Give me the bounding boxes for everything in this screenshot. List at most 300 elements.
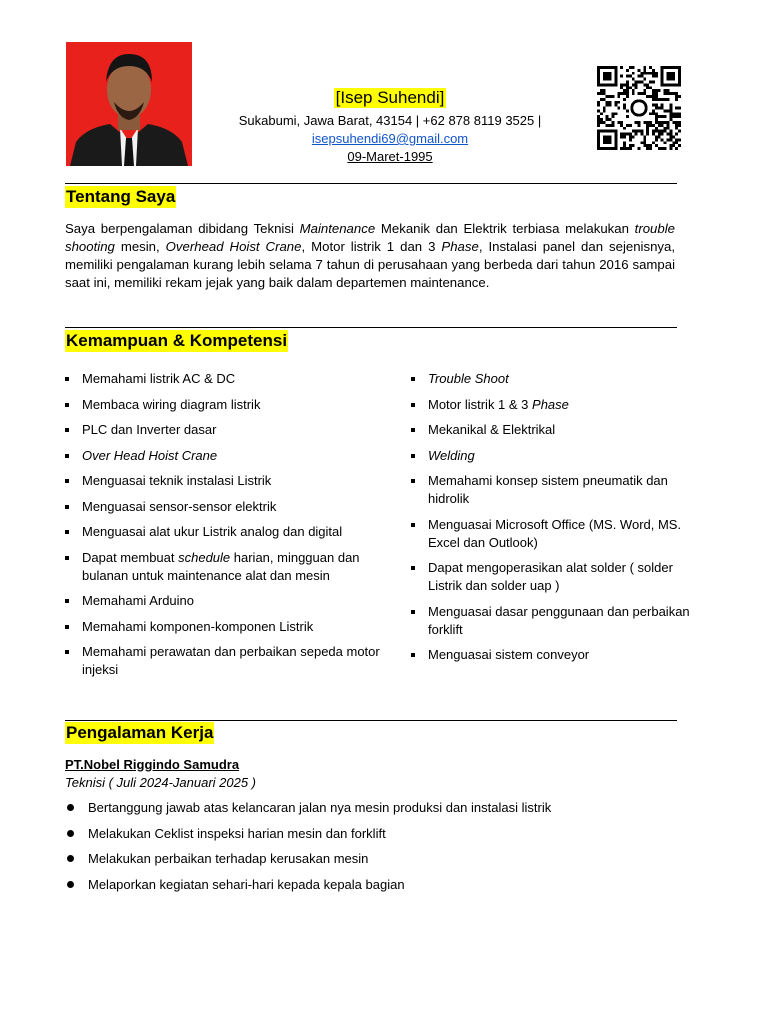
qr-module bbox=[606, 75, 609, 78]
qr-module bbox=[614, 66, 617, 69]
qr-module bbox=[611, 115, 614, 118]
list-item: Memahami komponen-komponen Listrik bbox=[65, 618, 395, 636]
qr-module bbox=[672, 144, 675, 147]
qr-module bbox=[597, 115, 600, 118]
qr-module bbox=[664, 130, 667, 133]
qr-module bbox=[606, 147, 609, 150]
qr-module bbox=[609, 66, 612, 69]
date-of-birth: 09-Maret-1995 bbox=[347, 149, 433, 164]
qr-module bbox=[600, 121, 603, 124]
about-title: Tentang Saya bbox=[66, 187, 176, 206]
qr-module bbox=[643, 141, 646, 144]
qr-module bbox=[626, 69, 629, 72]
qr-module bbox=[669, 130, 672, 133]
qr-module bbox=[597, 118, 600, 121]
qr-module bbox=[629, 144, 632, 147]
qr-module bbox=[626, 133, 629, 136]
qr-module bbox=[629, 86, 632, 89]
qr-module bbox=[655, 127, 658, 130]
qr-module bbox=[678, 112, 681, 115]
qr-module bbox=[678, 121, 681, 124]
qr-module bbox=[655, 138, 658, 141]
qr-module bbox=[669, 138, 672, 141]
list-item: Menguasai dasar penggunaan dan perbaikan forklift bbox=[411, 603, 691, 639]
qr-module bbox=[632, 72, 635, 75]
list-item: Motor listrik 1 & 3 Phase bbox=[411, 396, 691, 414]
qr-module bbox=[675, 115, 678, 118]
qr-module bbox=[603, 78, 606, 81]
list-item: Mekanikal & Elektrikal bbox=[411, 421, 691, 439]
qr-module bbox=[652, 104, 655, 107]
qr-module bbox=[640, 92, 643, 95]
qr-module bbox=[672, 115, 675, 118]
qr-module bbox=[643, 121, 646, 124]
qr-module bbox=[609, 138, 612, 141]
list-item: Memahami listrik AC & DC bbox=[65, 370, 395, 388]
qr-module bbox=[600, 92, 603, 95]
qr-module bbox=[606, 138, 609, 141]
qr-module bbox=[626, 92, 629, 95]
qr-module bbox=[672, 66, 675, 69]
qr-module bbox=[617, 92, 620, 95]
qr-module bbox=[664, 98, 667, 101]
qr-module bbox=[623, 127, 626, 130]
qr-module bbox=[597, 78, 600, 81]
qr-module bbox=[623, 144, 626, 147]
qr-module bbox=[667, 66, 670, 69]
qr-module bbox=[655, 75, 658, 78]
qr-module bbox=[667, 72, 670, 75]
qr-module bbox=[672, 72, 675, 75]
qr-module bbox=[597, 136, 600, 139]
qr-module bbox=[667, 89, 670, 92]
qr-module bbox=[672, 112, 675, 115]
qr-module bbox=[661, 104, 664, 107]
qr-module bbox=[632, 89, 635, 92]
qr-module bbox=[597, 130, 600, 133]
qr-module bbox=[655, 107, 658, 110]
qr-module bbox=[667, 92, 670, 95]
qr-module bbox=[626, 124, 629, 127]
qr-module bbox=[678, 95, 681, 98]
company-name: PT.Nobel Riggindo Samudra bbox=[65, 757, 240, 772]
qr-module bbox=[675, 66, 678, 69]
qr-module bbox=[678, 124, 681, 127]
qr-module bbox=[658, 121, 661, 124]
qr-module bbox=[678, 66, 681, 69]
qr-module bbox=[672, 83, 675, 86]
qr-module bbox=[606, 72, 609, 75]
list-item: Melaporkan kegiatan sehari-hari kepada kepala bagian bbox=[65, 876, 675, 902]
qr-module bbox=[638, 92, 641, 95]
qr-module bbox=[652, 130, 655, 133]
list-item: Dapat mengoperasikan alat solder ( solder Listrik dan solder uap ) bbox=[411, 559, 691, 595]
qr-module bbox=[661, 138, 664, 141]
qr-module bbox=[620, 124, 623, 127]
qr-module bbox=[675, 121, 678, 124]
qr-module bbox=[649, 86, 652, 89]
list-item: Bertanggung jawab atas kelancaran jalan nya mesin produksi dan instalasi listrik bbox=[65, 799, 675, 825]
duties-list bbox=[65, 799, 675, 901]
qr-module bbox=[667, 83, 670, 86]
qr-module bbox=[667, 121, 670, 124]
qr-module bbox=[606, 136, 609, 139]
qr-module bbox=[649, 144, 652, 147]
qr-module bbox=[667, 78, 670, 81]
qr-module bbox=[664, 89, 667, 92]
qr-module bbox=[643, 83, 646, 86]
qr-module bbox=[646, 127, 649, 130]
qr-module bbox=[652, 124, 655, 127]
qr-module bbox=[643, 144, 646, 147]
list-item: Memahami perawatan dan perbaikan sepeda motor injeksi bbox=[65, 643, 395, 679]
qr-module bbox=[640, 80, 643, 83]
qr-module bbox=[643, 89, 646, 92]
qr-module bbox=[638, 121, 641, 124]
qr-module bbox=[675, 138, 678, 141]
qr-module bbox=[652, 109, 655, 112]
list-item: Menguasai alat ukur Listrik analog dan digital bbox=[65, 523, 395, 541]
qr-module bbox=[603, 107, 606, 110]
qr-module bbox=[609, 141, 612, 144]
qr-module bbox=[664, 66, 667, 69]
qr-module bbox=[664, 147, 667, 150]
qr-module bbox=[609, 72, 612, 75]
list-item: Menguasai sensor-sensor elektrik bbox=[65, 498, 395, 516]
qr-module bbox=[664, 127, 667, 130]
qr-module bbox=[629, 147, 632, 150]
qr-module bbox=[640, 130, 643, 133]
list-item: Menguasai Microsoft Office (MS. Word, MS. Excel dan Outlook) bbox=[411, 516, 691, 552]
qr-module bbox=[623, 107, 626, 110]
qr-module bbox=[638, 75, 641, 78]
qr-module bbox=[632, 130, 635, 133]
qr-module bbox=[614, 147, 617, 150]
qr-module bbox=[603, 72, 606, 75]
qr-module bbox=[597, 72, 600, 75]
qr-module bbox=[626, 115, 629, 118]
qr-module bbox=[655, 104, 658, 107]
qr-module bbox=[614, 112, 617, 115]
qr-module bbox=[620, 92, 623, 95]
full-name: [Isep Suhendi] bbox=[335, 88, 445, 107]
qr-module bbox=[603, 138, 606, 141]
qr-module bbox=[649, 112, 652, 115]
qr-module bbox=[655, 72, 658, 75]
qr-module bbox=[675, 147, 678, 150]
qr-code-icon bbox=[597, 66, 681, 150]
skills-title: Kemampuan & Kompetensi bbox=[66, 331, 288, 350]
list-item: Menguasai teknik instalasi Listrik bbox=[65, 472, 395, 490]
qr-module bbox=[614, 138, 617, 141]
qr-module bbox=[649, 147, 652, 150]
qr-module bbox=[597, 104, 600, 107]
qr-module bbox=[611, 147, 614, 150]
qr-module bbox=[626, 147, 629, 150]
qr-module bbox=[675, 107, 678, 110]
qr-module bbox=[649, 121, 652, 124]
qr-module bbox=[597, 109, 600, 112]
qr-module bbox=[623, 133, 626, 136]
qr-module bbox=[655, 95, 658, 98]
qr-module bbox=[606, 95, 609, 98]
qr-module bbox=[652, 72, 655, 75]
qr-module bbox=[643, 138, 646, 141]
qr-module bbox=[678, 107, 681, 110]
qr-module bbox=[635, 86, 638, 89]
qr-module bbox=[667, 75, 670, 78]
qr-module bbox=[672, 75, 675, 78]
qr-module bbox=[664, 121, 667, 124]
qr-module bbox=[643, 72, 646, 75]
qr-module bbox=[629, 133, 632, 136]
qr-module bbox=[620, 136, 623, 139]
qr-module bbox=[632, 83, 635, 86]
qr-module bbox=[658, 107, 661, 110]
qr-module bbox=[611, 130, 614, 133]
qr-module bbox=[600, 83, 603, 86]
qr-module bbox=[603, 83, 606, 86]
qr-module bbox=[655, 89, 658, 92]
qr-module bbox=[661, 75, 664, 78]
qr-module bbox=[643, 69, 646, 72]
qr-module bbox=[655, 115, 658, 118]
qr-module bbox=[652, 141, 655, 144]
qr-module bbox=[652, 133, 655, 136]
qr-module bbox=[603, 141, 606, 144]
qr-module bbox=[661, 78, 664, 81]
qr-module bbox=[597, 144, 600, 147]
qr-module bbox=[638, 130, 641, 133]
qr-module bbox=[609, 95, 612, 98]
qr-module bbox=[669, 147, 672, 150]
qr-module bbox=[675, 98, 678, 101]
list-item: Memahami konsep sistem pneumatik dan hidrolik bbox=[411, 472, 691, 508]
qr-module bbox=[632, 66, 635, 69]
qr-module bbox=[646, 133, 649, 136]
qr-module bbox=[678, 80, 681, 83]
qr-module bbox=[638, 69, 641, 72]
qr-module bbox=[675, 141, 678, 144]
list-item: Trouble Shoot bbox=[411, 370, 691, 388]
qr-module bbox=[678, 78, 681, 81]
qr-module bbox=[652, 95, 655, 98]
qr-module bbox=[635, 130, 638, 133]
qr-module bbox=[614, 101, 617, 104]
qr-module bbox=[611, 95, 614, 98]
qr-module bbox=[675, 112, 678, 115]
qr-module bbox=[649, 124, 652, 127]
qr-module bbox=[623, 92, 626, 95]
qr-module bbox=[652, 112, 655, 115]
qr-module bbox=[652, 69, 655, 72]
qr-module bbox=[669, 118, 672, 121]
qr-module bbox=[609, 118, 612, 121]
qr-module bbox=[597, 147, 600, 150]
qr-module bbox=[661, 121, 664, 124]
qr-module bbox=[626, 86, 629, 89]
qr-module bbox=[652, 92, 655, 95]
skills-list-right bbox=[411, 370, 691, 672]
list-item: Melakukan Ceklist inspeksi harian mesin dan forklift bbox=[65, 825, 675, 851]
qr-module bbox=[620, 121, 623, 124]
qr-module bbox=[620, 75, 623, 78]
qr-module bbox=[655, 118, 658, 121]
qr-module bbox=[603, 75, 606, 78]
qr-module bbox=[623, 83, 626, 86]
qr-module bbox=[655, 136, 658, 139]
job-role: Teknisi ( Juli 2024-Januari 2025 ) bbox=[65, 775, 257, 790]
qr-module bbox=[603, 89, 606, 92]
qr-module bbox=[609, 124, 612, 127]
qr-module bbox=[603, 109, 606, 112]
qr-module bbox=[632, 144, 635, 147]
qr-module bbox=[611, 66, 614, 69]
qr-module bbox=[652, 80, 655, 83]
qr-module bbox=[597, 101, 600, 104]
qr-module bbox=[646, 72, 649, 75]
qr-module bbox=[614, 83, 617, 86]
list-item: Welding bbox=[411, 447, 691, 465]
qr-module bbox=[603, 121, 606, 124]
qr-module bbox=[626, 109, 629, 112]
qr-module bbox=[626, 95, 629, 98]
qr-module bbox=[655, 92, 658, 95]
qr-module bbox=[606, 130, 609, 133]
qr-module bbox=[614, 75, 617, 78]
qr-module bbox=[646, 124, 649, 127]
qr-module bbox=[606, 141, 609, 144]
qr-module bbox=[600, 147, 603, 150]
qr-module bbox=[646, 121, 649, 124]
qr-module bbox=[623, 98, 626, 101]
qr-module bbox=[600, 89, 603, 92]
qr-module bbox=[623, 141, 626, 144]
qr-module bbox=[617, 121, 620, 124]
qr-module bbox=[661, 130, 664, 133]
qr-module bbox=[623, 147, 626, 150]
qr-module bbox=[603, 66, 606, 69]
qr-module bbox=[672, 141, 675, 144]
qr-module bbox=[655, 130, 658, 133]
qr-module bbox=[614, 136, 617, 139]
qr-module bbox=[675, 133, 678, 136]
qr-module bbox=[664, 83, 667, 86]
qr-module bbox=[655, 112, 658, 115]
qr-module bbox=[669, 78, 672, 81]
whatsapp-icon-inner bbox=[633, 102, 645, 114]
qr-module bbox=[609, 78, 612, 81]
list-item: Over Head Hoist Crane bbox=[65, 447, 395, 465]
qr-module bbox=[632, 78, 635, 81]
qr-module bbox=[643, 92, 646, 95]
qr-module bbox=[669, 136, 672, 139]
qr-module bbox=[661, 80, 664, 83]
qr-module bbox=[678, 75, 681, 78]
qr-module bbox=[646, 144, 649, 147]
qr-module bbox=[643, 136, 646, 139]
qr-module bbox=[635, 121, 638, 124]
qr-module bbox=[672, 136, 675, 139]
qr-module bbox=[597, 92, 600, 95]
qr-module bbox=[661, 83, 664, 86]
qr-module bbox=[609, 130, 612, 133]
qr-module bbox=[597, 141, 600, 144]
qr-module bbox=[638, 124, 641, 127]
qr-module bbox=[620, 133, 623, 136]
qr-module bbox=[675, 92, 678, 95]
qr-module bbox=[640, 72, 643, 75]
profile-photo bbox=[66, 42, 192, 166]
qr-module bbox=[620, 83, 623, 86]
qr-module bbox=[658, 98, 661, 101]
qr-module bbox=[597, 80, 600, 83]
qr-module bbox=[652, 89, 655, 92]
qr-module bbox=[632, 92, 635, 95]
qr-module bbox=[661, 124, 664, 127]
qr-module bbox=[597, 66, 600, 69]
qr-module bbox=[614, 141, 617, 144]
qr-module bbox=[678, 72, 681, 75]
email-link[interactable]: isepsuhendi69@gmail.com bbox=[311, 131, 469, 146]
qr-module bbox=[664, 92, 667, 95]
qr-module bbox=[658, 133, 661, 136]
list-item: Membaca wiring diagram listrik bbox=[65, 396, 395, 414]
qr-module bbox=[661, 115, 664, 118]
qr-module bbox=[635, 83, 638, 86]
qr-module bbox=[603, 136, 606, 139]
qr-module bbox=[649, 72, 652, 75]
qr-module bbox=[629, 66, 632, 69]
qr-module bbox=[620, 147, 623, 150]
qr-module bbox=[667, 98, 670, 101]
qr-module bbox=[611, 124, 614, 127]
qr-module bbox=[652, 75, 655, 78]
qr-module bbox=[667, 138, 670, 141]
qr-module bbox=[614, 72, 617, 75]
qr-module bbox=[667, 133, 670, 136]
qr-module bbox=[606, 101, 609, 104]
qr-module bbox=[600, 130, 603, 133]
qr-module bbox=[646, 83, 649, 86]
qr-module bbox=[614, 104, 617, 107]
qr-module bbox=[600, 112, 603, 115]
qr-module bbox=[626, 75, 629, 78]
qr-module bbox=[669, 104, 672, 107]
list-item: Melakukan perbaikan terhadap kerusakan mesin bbox=[65, 850, 675, 876]
list-item: Menguasai sistem conveyor bbox=[411, 646, 691, 664]
qr-module bbox=[617, 107, 620, 110]
qr-module bbox=[620, 66, 623, 69]
qr-module bbox=[629, 124, 632, 127]
qr-module bbox=[649, 95, 652, 98]
qr-module bbox=[609, 136, 612, 139]
qr-module bbox=[675, 127, 678, 130]
qr-module bbox=[606, 104, 609, 107]
qr-module bbox=[678, 69, 681, 72]
qr-module bbox=[623, 104, 626, 107]
qr-module bbox=[672, 92, 675, 95]
qr-module bbox=[611, 112, 614, 115]
qr-module bbox=[635, 80, 638, 83]
qr-module bbox=[597, 138, 600, 141]
qr-module bbox=[669, 115, 672, 118]
qr-module bbox=[606, 83, 609, 86]
qr-module bbox=[611, 83, 614, 86]
qr-module bbox=[606, 118, 609, 121]
qr-module bbox=[626, 83, 629, 86]
qr-module bbox=[669, 72, 672, 75]
